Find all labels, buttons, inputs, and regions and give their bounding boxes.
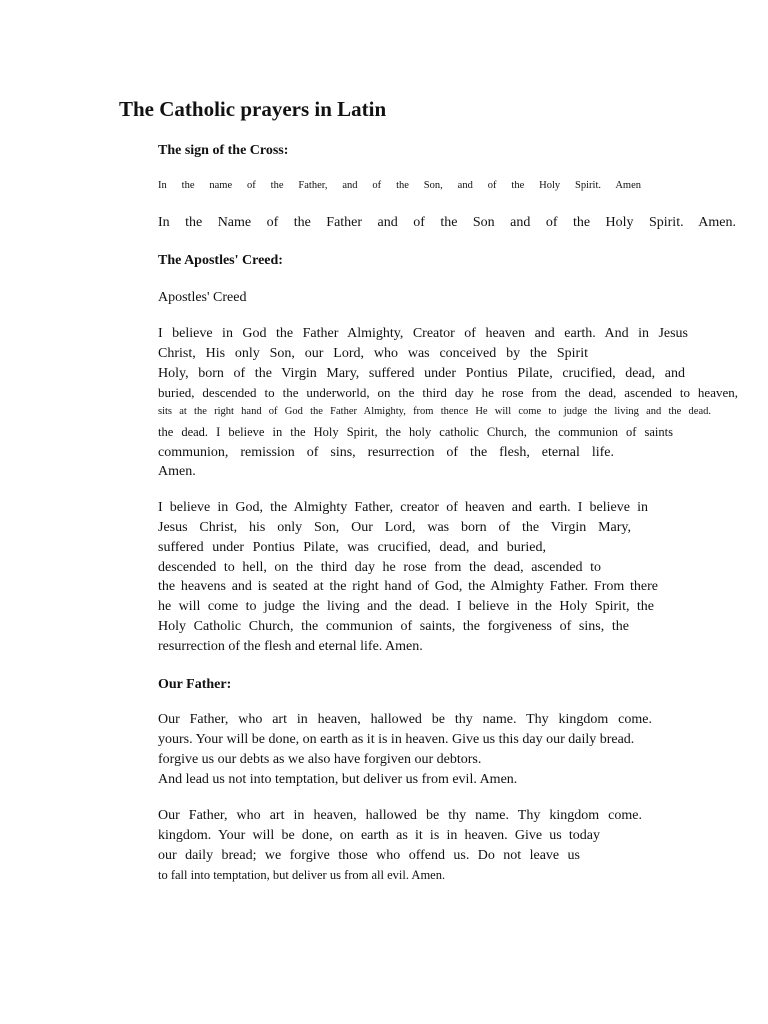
creed-v2-line-7: Holy Catholic Church, the communion of saints, the forgiveness of sins, the xyxy=(158,619,629,634)
creed-v1-line-5: sits at the right hand of God the Father Almighty, from thence He will come to judge the living and the dead. xyxy=(158,406,711,417)
creed-v2-line-3: suffered under Pontius Pilate, was crucified, dead, and buried, xyxy=(158,540,546,555)
creed-v1-line-3: Holy, born of the Virgin Mary, suffered under Pontius Pilate, crucified, dead, and xyxy=(158,366,685,381)
creed-v1-line-8: Amen. xyxy=(158,464,196,479)
sign-of-cross-line-2: In the Name of the Father and of the Son and of the Holy Spirit. Amen. xyxy=(158,215,736,230)
creed-v2-line-2: Jesus Christ, his only Son, Our Lord, was born of the Virgin Mary, xyxy=(158,520,631,535)
page-title: The Catholic prayers in Latin xyxy=(119,97,387,121)
our-father-v1-line-3: forgive us our debts as we also have forgiven our debtors. xyxy=(158,752,482,767)
our-father-v2-line-2: kingdom. Your will be done, on earth as it is in heaven. Give us today xyxy=(158,828,600,843)
our-father-v1-line-1: Our Father, who art in heaven, hallowed be thy name. Thy kingdom come. xyxy=(158,712,652,727)
creed-v2-line-4: descended to hell, on the third day he rose from the dead, ascended to xyxy=(158,560,601,575)
our-father-v1-line-4: And lead us not into temptation, but deliver us from evil. Amen. xyxy=(158,772,518,787)
creed-v1-line-6: the dead. I believe in the Holy Spirit, the holy catholic Church, the communion of saints xyxy=(158,425,673,439)
creed-v2-line-6: he will come to judge the living and the dead. I believe in the Holy Spirit, the xyxy=(158,599,654,614)
heading-apostles-creed: The Apostles' Creed: xyxy=(158,253,283,268)
heading-our-father: Our Father: xyxy=(158,677,232,692)
creed-v2-line-5: the heavens and is seated at the right hand of God, the Almighty Father. From there xyxy=(158,579,658,594)
our-father-v1-line-2: yours. Your will be done, on earth as it is in heaven. Give us this day our daily bread. xyxy=(158,732,635,747)
our-father-v2-line-3: our daily bread; we forgive those who offend us. Do not leave us xyxy=(158,848,580,863)
creed-v1-line-7: communion, remission of sins, resurrection of the flesh, eternal life. xyxy=(158,445,614,460)
creed-v1-line-1: I believe in God the Father Almighty, Creator of heaven and earth. And in Jesus xyxy=(158,326,688,341)
heading-sign-of-cross: The sign of the Cross: xyxy=(158,143,289,158)
sign-of-cross-line-1: In the name of the Father, and of the Son, and of the Holy Spirit. Amen xyxy=(158,180,641,191)
our-father-v2-line-4: to fall into temptation, but deliver us from all evil. Amen. xyxy=(158,868,446,882)
creed-v1-line-4: buried, descended to the underworld, on the third day he rose from the dead, ascended to heaven, xyxy=(158,385,738,400)
apostles-creed-subtitle: Apostles' Creed xyxy=(158,290,247,305)
creed-v2-line-8: resurrection of the flesh and eternal life. Amen. xyxy=(158,639,423,654)
our-father-v2-line-1: Our Father, who art in heaven, hallowed be thy name. Thy kingdom come. xyxy=(158,808,642,823)
creed-v1-line-2: Christ, His only Son, our Lord, who was conceived by the Spirit xyxy=(158,346,588,361)
creed-v2-line-1: I believe in God, the Almighty Father, creator of heaven and earth. I believe in xyxy=(158,500,648,515)
